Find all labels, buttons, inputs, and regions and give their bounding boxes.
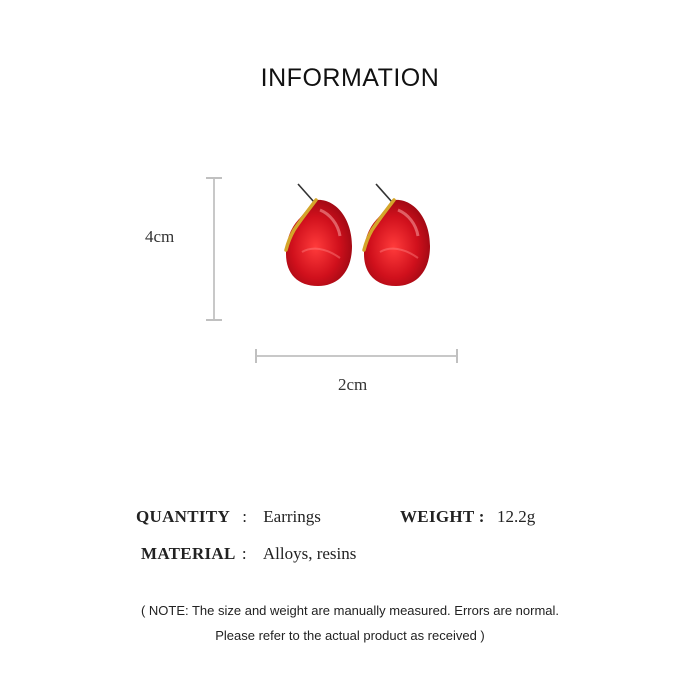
note-line-1: ( NOTE: The size and weight are manually measured. Errors are normal. (140, 603, 560, 618)
material-separator: : (241, 544, 247, 563)
material-key: MATERIAL (141, 544, 236, 563)
note-line-2: Please refer to the actual product as received ) (215, 628, 485, 643)
right-earring-icon (358, 180, 438, 292)
quantity-key: QUANTITY (136, 507, 231, 526)
width-label: 2cm (338, 375, 368, 394)
height-label: 4cm (145, 227, 175, 246)
left-earring-icon (280, 180, 360, 292)
width-cap-right (456, 349, 458, 363)
quantity-row (136, 507, 321, 527)
weight-row (400, 507, 535, 527)
weight-value: 12.2g (497, 507, 536, 526)
weight-key: WEIGHT : (400, 507, 485, 526)
quantity-value: Earrings (263, 507, 321, 526)
width-cap-left (255, 349, 257, 363)
width-line (256, 355, 458, 357)
material-value: Alloys, resins (262, 544, 357, 563)
height-cap-top (206, 177, 222, 179)
quantity-separator: : (242, 507, 248, 526)
page-title: INFORMATION (260, 64, 440, 92)
height-cap-bottom (206, 319, 222, 321)
height-line (213, 178, 215, 320)
material-row (141, 544, 356, 564)
